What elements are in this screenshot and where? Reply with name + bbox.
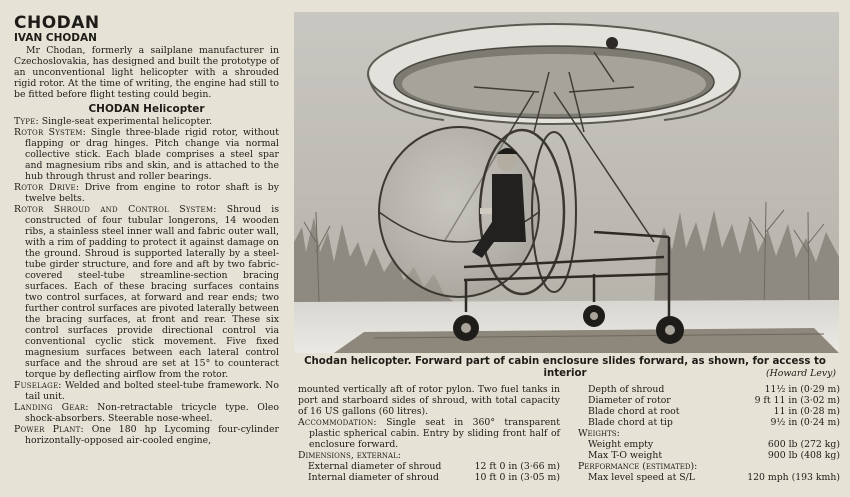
dimension-value: 11½ in (0·29 m) bbox=[764, 384, 840, 395]
dimension-row bbox=[578, 417, 840, 428]
dimension-label: Internal diameter of shroud bbox=[308, 472, 439, 483]
spec-accommodation bbox=[298, 417, 560, 450]
weight-label: Max T-O weight bbox=[588, 450, 663, 461]
spec-label: Rotor Shroud and Control System: bbox=[14, 204, 217, 215]
spec-text: One 180 hp Lycoming four-cylinder horizontally-opposed air-cooled engine, bbox=[25, 424, 279, 446]
dimension-label: Blade chord at root bbox=[588, 406, 680, 417]
spec-text: Single three-blade rigid rotor, without flapping or drag hinges. Pitch change via normal collective stick. Each blade comprises a steel spar and magnesium ribs and skin, and is attached to the hub through thrust and roller bearings. bbox=[25, 127, 279, 182]
spec-text: Non-retractable tricycle type. Oleo shock-absorbers. Steerable nose-wheel. bbox=[25, 402, 279, 424]
middle-column bbox=[298, 384, 560, 483]
weight-value: 900 lb (408 kg) bbox=[767, 450, 840, 461]
spec-label: Type: bbox=[14, 116, 39, 127]
spec-rotor-system bbox=[14, 127, 279, 182]
dimension-label: Diameter of rotor bbox=[588, 395, 671, 406]
left-column bbox=[14, 14, 279, 446]
helicopter-illustration bbox=[294, 12, 839, 353]
weights-heading: Weights: bbox=[578, 428, 620, 439]
spec-label: Power Plant: bbox=[14, 424, 84, 435]
weight-row bbox=[578, 439, 840, 450]
dimension-value: 12 ft 0 in (3·66 m) bbox=[474, 461, 560, 472]
dimension-row bbox=[298, 472, 560, 483]
spec-shroud-control bbox=[14, 204, 279, 380]
dimension-value: 9½ in (0·24 m) bbox=[770, 417, 840, 428]
designer-name: IVAN CHODAN bbox=[14, 32, 97, 44]
spec-text: Welded and bolted steel-tube framework. No tail unit. bbox=[25, 380, 279, 402]
weight-label: Weight empty bbox=[588, 439, 654, 450]
dimension-label: External diameter of shroud bbox=[308, 461, 442, 472]
dimension-value: 11 in (0·28 m) bbox=[773, 406, 840, 417]
performance-label: Max level speed at S/L bbox=[588, 472, 695, 483]
performance-value: 120 mph (193 kmh) bbox=[747, 472, 840, 483]
performance-row bbox=[578, 472, 840, 483]
rotor-shroud bbox=[368, 24, 740, 124]
spec-fuselage bbox=[14, 380, 279, 402]
spec-label: Accommodation: bbox=[298, 417, 377, 428]
dimension-label: Blade chord at tip bbox=[588, 417, 673, 428]
weight-value: 600 lb (272 kg) bbox=[767, 439, 840, 450]
spec-power-plant bbox=[14, 424, 279, 446]
spec-text: Single-seat experimental helicopter. bbox=[38, 116, 213, 127]
manufacturer-title: CHODAN bbox=[14, 13, 100, 33]
photo-credit: (Howard Levy) bbox=[766, 368, 836, 379]
photo-caption: Chodan helicopter. Forward part of cabin enclosure slides forward, as shown, for access to interior bbox=[304, 356, 826, 379]
dimension-row bbox=[578, 395, 840, 406]
spec-landing-gear bbox=[14, 402, 279, 424]
performance-heading: Performance (estimated): bbox=[578, 461, 698, 472]
spec-text: Shroud is constructed of four tubular longerons, 14 wooden ribs, a stainless steel inner wall and fabric outer wall, with a rim of padding to protect it against damage on the ground. Shroud is supported laterally by a steel-tube girder structure, and fore and aft by two fabric-covered steel-tube streamline-section bracing surfaces. Each of these bracing surfaces contains two control surfaces, at forward and rear ends; two further control surfaces are pivoted laterally between the bracing surfaces, at front and rear. These six control surfaces provide directional control via conventional cyclic stick movement. Five fixed magnesium surfaces between each lateral control surface and the shroud are set at 15° to counteract torque by deflecting airflow from the rotor. bbox=[25, 204, 280, 380]
platform bbox=[334, 328, 839, 353]
spec-label: Landing Gear: bbox=[14, 402, 89, 413]
dimension-row bbox=[298, 461, 560, 472]
dimension-value: 10 ft 0 in (3·05 m) bbox=[474, 472, 560, 483]
power-plant-continued: mounted vertically aft of rotor pylon. Two fuel tanks in port and starboard sides of shroud, with total capacity of 16 US gallons (60 litres). bbox=[298, 384, 560, 417]
dimension-label: Depth of shroud bbox=[588, 384, 665, 395]
helicopter-photo bbox=[294, 12, 839, 353]
right-column bbox=[578, 384, 840, 483]
dimension-row bbox=[578, 384, 840, 395]
intro-paragraph: Mr Chodan, formerly a sailplane manufacturer in Czechoslovakia, has designed and built the prototype of an unconventional light helicopter with a shrouded rigid rotor. At the time of writing, the engine had still to be fitted before flight testing could begin. bbox=[14, 45, 279, 100]
spec-text: Single seat in 360° transparent plastic spherical cabin. Entry by sliding front half of enclosure forward. bbox=[309, 417, 560, 450]
aircraft-heading: CHODAN Helicopter bbox=[88, 103, 205, 115]
weight-row bbox=[578, 450, 840, 461]
spec-type bbox=[14, 116, 279, 127]
spec-label: Rotor System: bbox=[14, 127, 86, 138]
dimension-value: 9 ft 11 in (3·02 m) bbox=[754, 395, 840, 406]
spec-label: Fuselage: bbox=[14, 380, 62, 391]
spec-rotor-drive bbox=[14, 182, 279, 204]
spec-text: Drive from engine to rotor shaft is by twelve belts. bbox=[25, 182, 280, 204]
dimension-row bbox=[578, 406, 840, 417]
dimensions-heading: Dimensions, external: bbox=[298, 450, 401, 461]
spec-label: Rotor Drive: bbox=[14, 182, 80, 193]
